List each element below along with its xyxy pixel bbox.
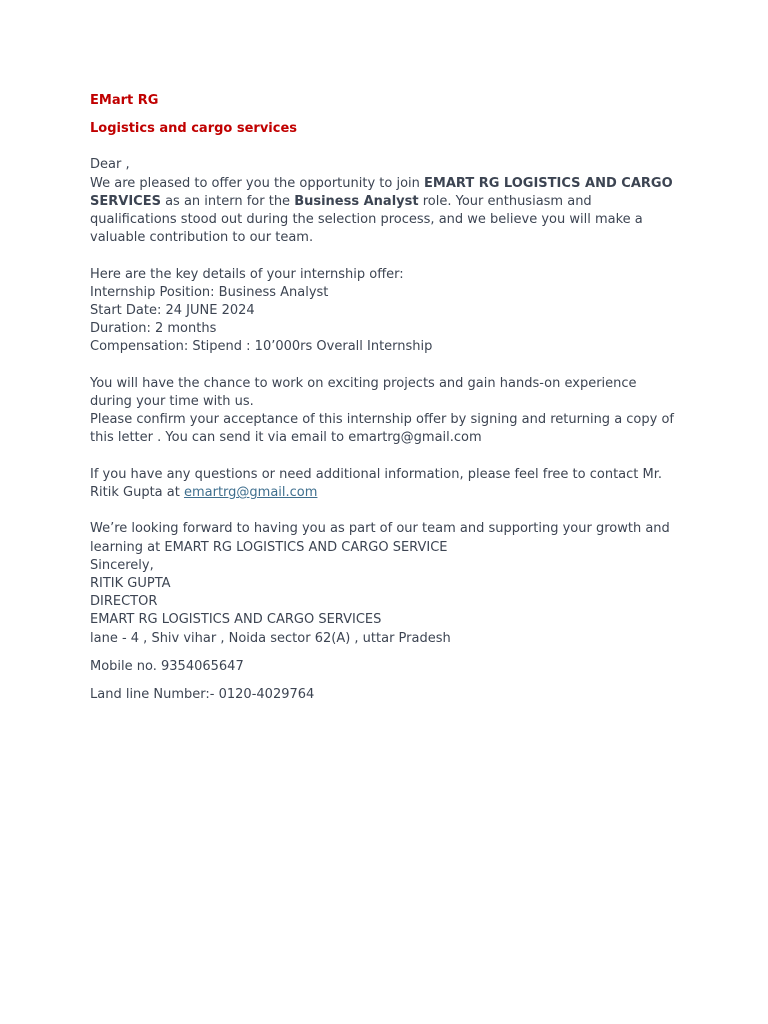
intro-company: EMART RG LOGISTICS AND CARGO SERVICES (90, 175, 673, 209)
address: lane - 4 , Shiv vihar , Noida sector 62(A) , uttar Pradesh (90, 630, 451, 646)
company-name: EMart RG (90, 93, 159, 108)
intro-role: Business Analyst (294, 193, 419, 209)
letter-page (90, 92, 680, 704)
landline-number: Land line Number:- 0120-4029764 (90, 687, 315, 703)
intro-text-a: We are pleased to offer you the opportunity to join (90, 175, 425, 191)
company-tagline: Logistics and cargo services (90, 121, 298, 137)
contact-email-link[interactable]: emartrg@gmail.com (183, 485, 318, 501)
confirm-paragraph: Please confirm your acceptance of this internship offer by signing and returning a copy of this letter . You can send it via email to emartrg@gmail.com (90, 412, 674, 446)
questions-text: If you have any questions or need additional information, please feel free to contact Mr. Ritik Gupta at (90, 466, 663, 501)
signatory-company: EMART RG LOGISTICS AND CARGO SERVICES (90, 612, 382, 628)
signatory-title: DIRECTOR (90, 594, 158, 610)
questions-paragraph (90, 466, 680, 502)
mobile-number: Mobile no. 9354065647 (90, 658, 244, 674)
spacer (90, 448, 680, 466)
intro-text-b: as an intern for the (160, 193, 295, 209)
sign-off: Sincerely, (90, 557, 154, 573)
salutation: Dear , (90, 157, 130, 173)
spacer (90, 247, 680, 265)
signatory-name: RITIK GUPTA (90, 576, 171, 592)
opportunity-paragraph: You will have the chance to work on exciting projects and gain hands-on experience during your time with us. (90, 375, 637, 410)
intro-text-c: role. Your enthusiasm and qualifications stood out during the selection process, and we believe you will make a valuable contribution to our team. (90, 193, 643, 246)
details-intro: Here are the key details of your internship offer: (90, 266, 404, 282)
detail-duration: Duration: 2 months (90, 321, 217, 337)
intro-paragraph (90, 175, 680, 248)
spacer (90, 357, 680, 375)
spacer (90, 502, 680, 520)
detail-position: Internship Position: Business Analyst (90, 284, 329, 300)
detail-compensation: Compensation: Stipend : 10’000rs Overall Internship (90, 339, 433, 355)
detail-start-date: Start Date: 24 JUNE 2024 (90, 303, 255, 319)
closing-paragraph: We’re looking forward to having you as part of our team and supporting your growth and learning at EMART RG LOGISTICS AND CARGO SERVICE (90, 521, 670, 555)
